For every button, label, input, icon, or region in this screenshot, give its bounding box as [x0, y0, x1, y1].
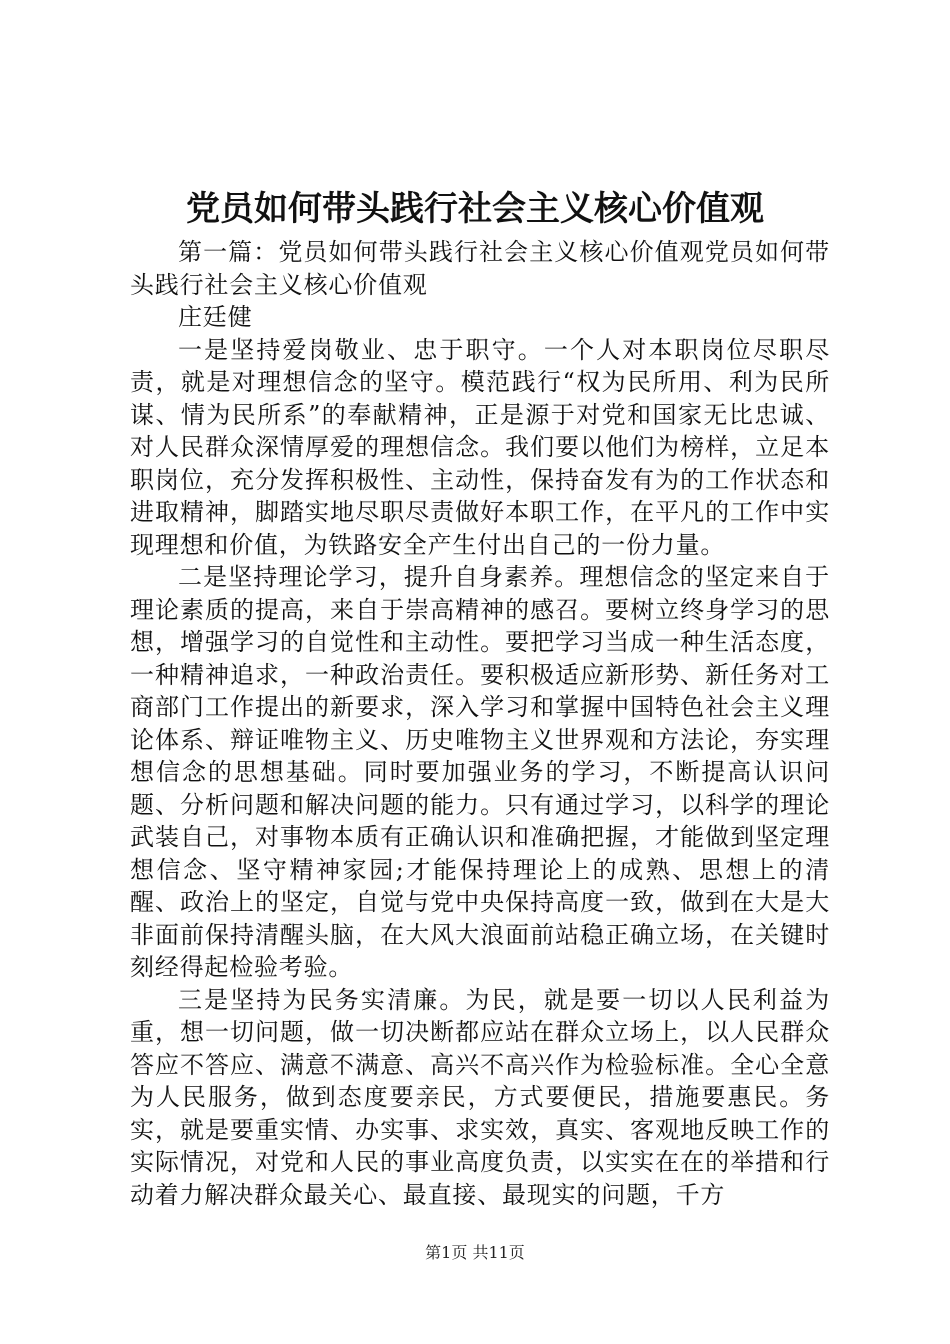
- document-body: [130, 236, 830, 1211]
- page-number-footer: 第1页 共11页: [425, 1243, 525, 1262]
- paragraph-author: 庄廷健: [178, 303, 253, 331]
- paragraph-point-three: 三是坚持为民务实清廉。为民，就是要一切以人民利益为重，想一切问题，做一切决断都应站在群众立场上，以人民群众答应不答应、满意不满意、高兴不高兴作为检验标准。全心全意为人民服务，做到态度要亲民，方式要便民，措施要惠民。务实，就是要重实情、办实事、求实效，真实、客观地反映工作的实际情况，对党和人民的事业高度负责，以实实在在的举措和行动着力解决群众最关心、最直接、最现实的问题，千方: [130, 985, 830, 1209]
- paragraph-heading: 第一篇：党员如何带头践行社会主义核心价值观党员如何带头践行社会主义核心价值观: [130, 238, 830, 299]
- paragraph-point-two: 二是坚持理论学习，提升自身素养。理想信念的坚定来自于理论素质的提高，来自于崇高精神的感召。要树立终身学习的思想，增强学习的自觉性和主动性。要把学习当成一种生活态度，一种精神追求，一种政治责任。要积极适应新形势、新任务对工商部门工作提出的新要求，深入学习和掌握中国特色社会主义理论体系、辩证唯物主义、历史唯物主义世界观和方法论，夯实理想信念的思想基础。同时要加强业务的学习，不断提高认识问题、分析问题和解决问题的能力。只有通过学习，以科学的理论武装自己，对事物本质有正确认识和准确把握，才能做到坚定理想信念、坚守精神家园;才能保持理论上的成熟、思想上的清醒、政治上的坚定，自觉与党中央保持高度一致，做到在大是大非面前保持清醒头脑，在大风大浪面前站稳正确立场，在关键时刻经得起检验考验。: [130, 563, 830, 981]
- document-title: 党员如何带头践行社会主义核心价值观: [186, 189, 764, 229]
- paragraph-point-one: 一是坚持爱岗敬业、忠于职守。一个人对本职岗位尽职尽责，就是对理想信念的坚守。模范践行“权为民所用、利为民所谋、情为民所系”的奉献精神，正是源于对党和国家无比忠诚、对人民群众深情厚爱的理想信念。我们要以他们为榜样，立足本职岗位，充分发挥积极性、主动性，保持奋发有为的工作状态和进取精神，脚踏实地尽职尽责做好本职工作，在平凡的工作中实现理想和价值，为铁路安全产生付出自己的一份力量。: [130, 335, 830, 559]
